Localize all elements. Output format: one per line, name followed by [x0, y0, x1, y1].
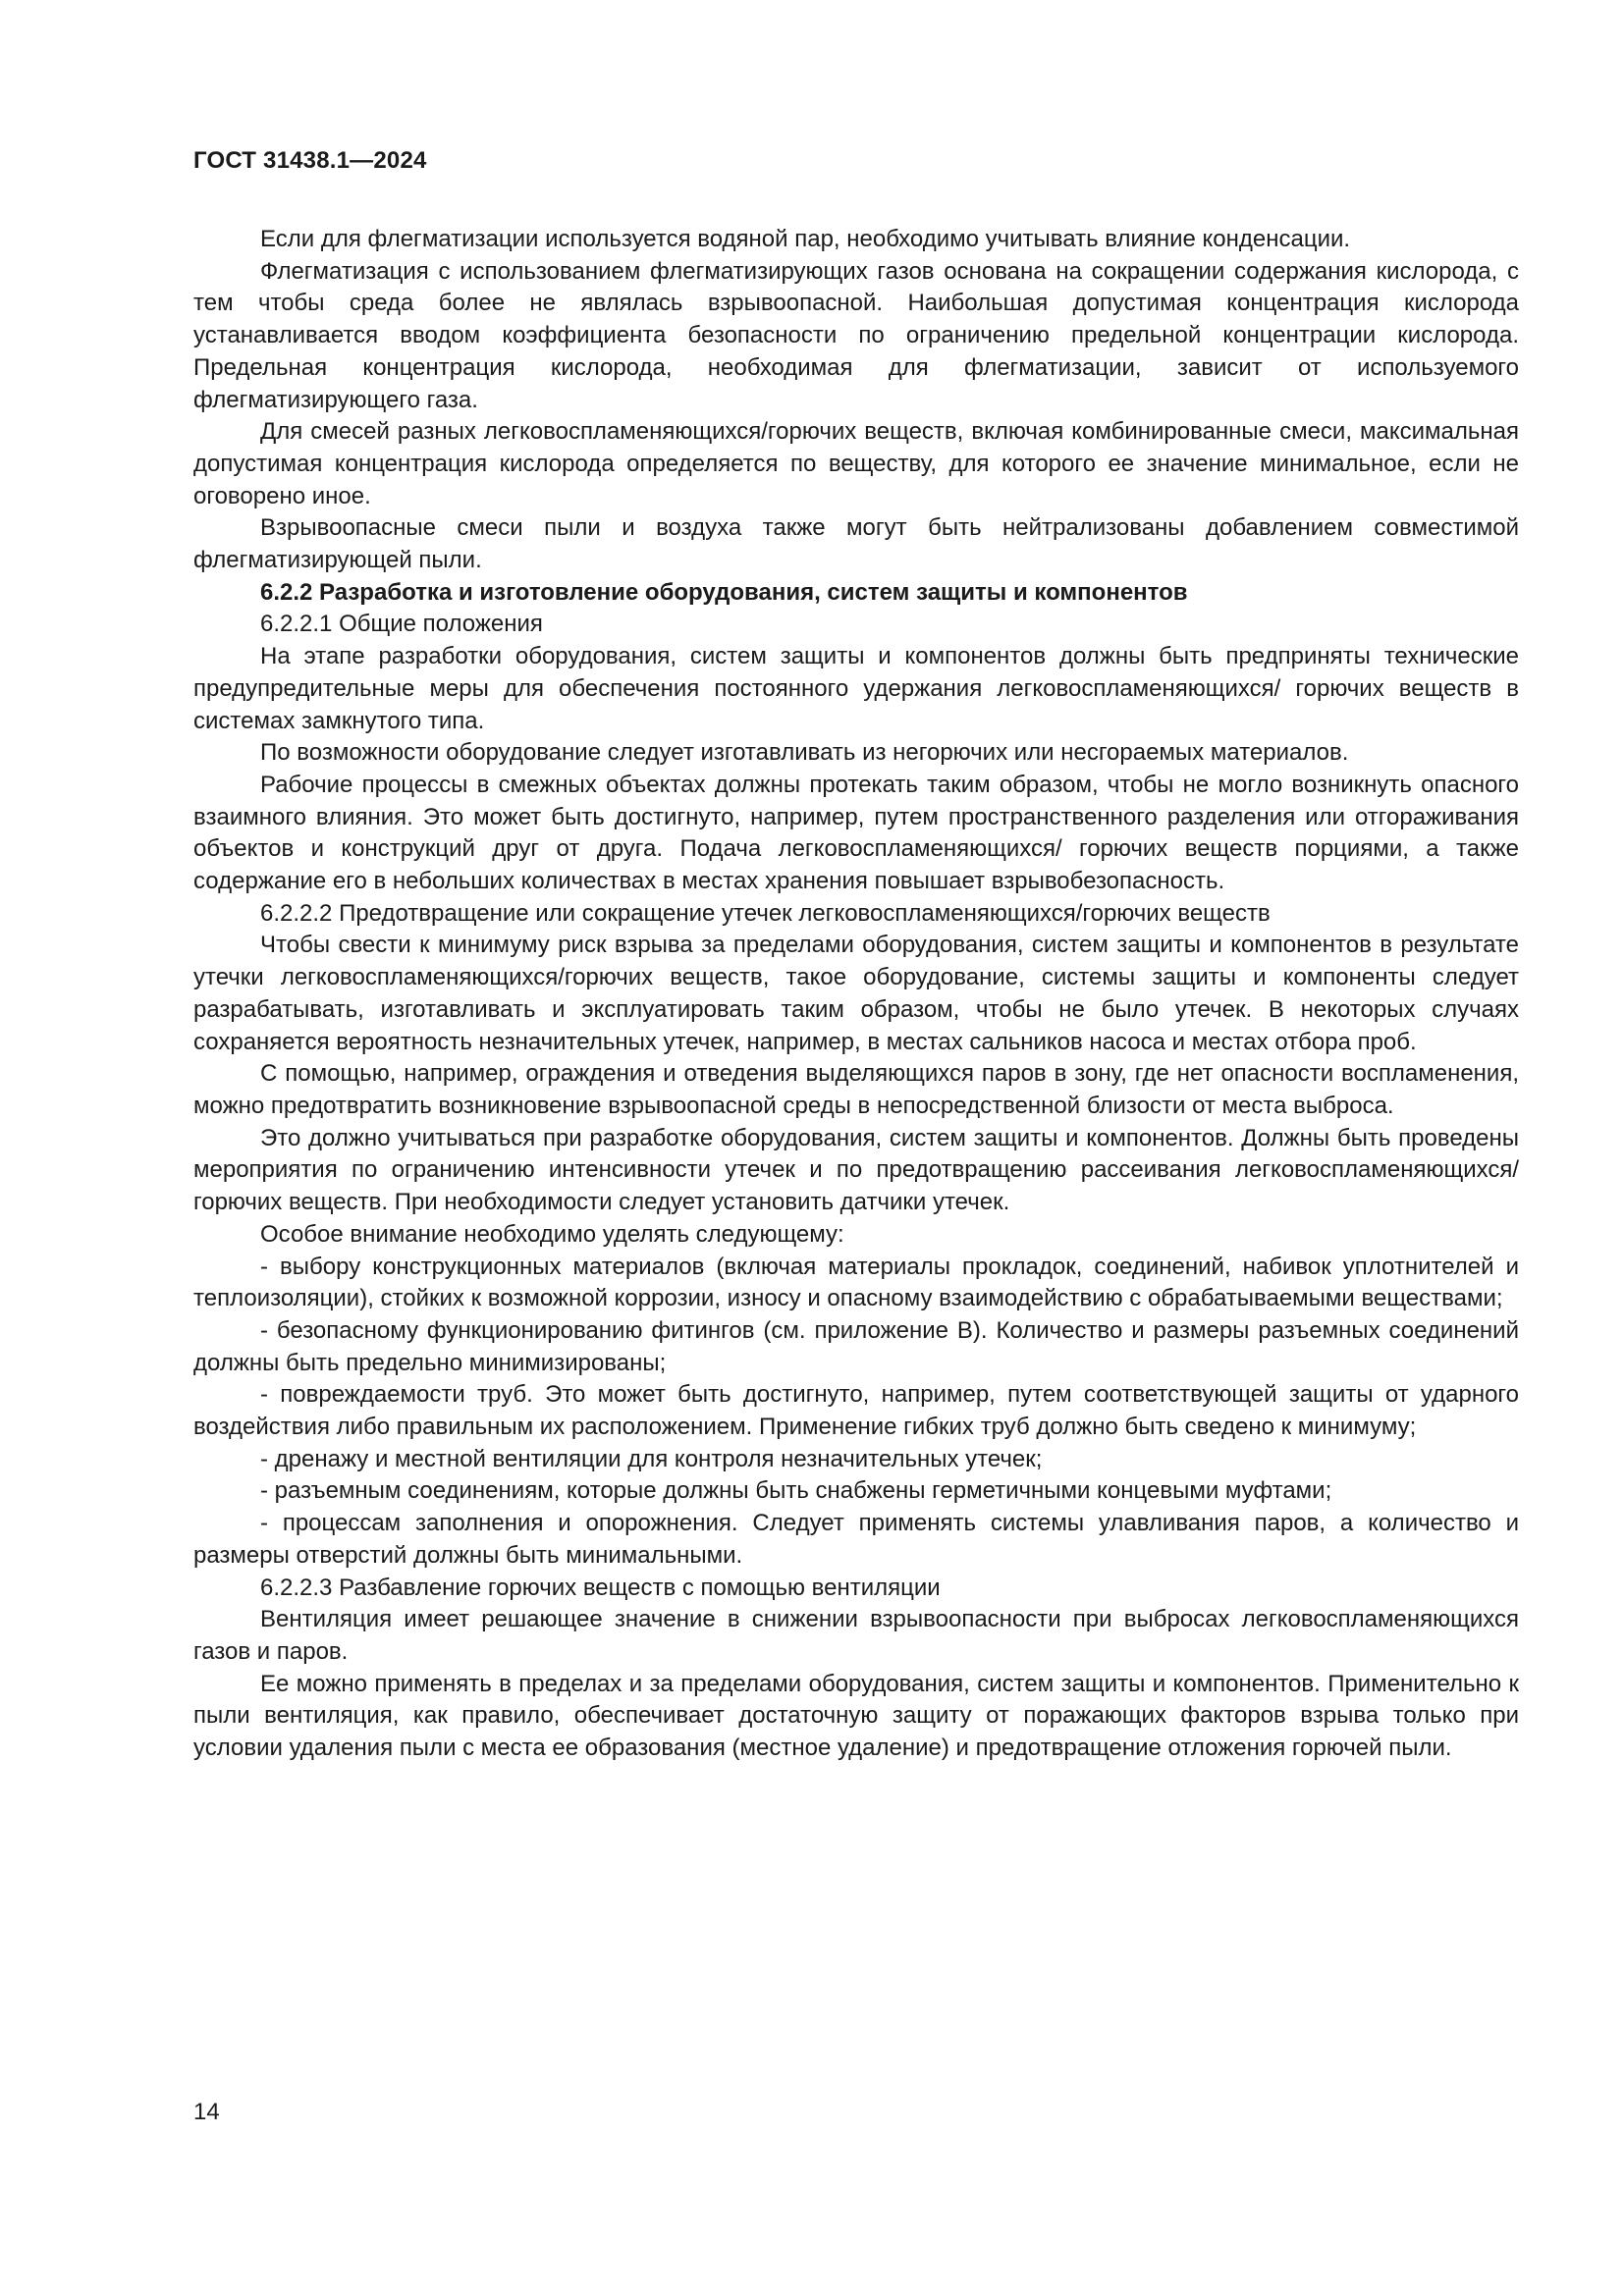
- list-item: - безопасному функционированию фитингов (см. приложение В). Количество и размеры разъемных соединений должны быть предельно минимизированы;: [193, 1316, 1519, 1376]
- subsection-heading: 6.2.2.2 Предотвращение или сокращение утечек легковоспламеняющихся/горючих веществ: [260, 899, 1271, 927]
- paragraph: Особое внимание необходимо уделять следующему:: [260, 1220, 844, 1248]
- paragraph: На этапе разработки оборудования, систем защиты и компонентов должны быть предприняты технические предупредительные меры для обеспечения постоянного удержания легковоспламеняющихся/ горючих веществ в системах замкнутого типа.: [193, 643, 1519, 734]
- page-number: 14: [193, 2099, 220, 2125]
- subsection-heading: 6.2.2.1 Общие положения: [260, 611, 543, 638]
- list-item: - разъемным соединениям, которые должны быть снабжены герметичными концевыми муфтами;: [260, 1477, 1332, 1505]
- paragraph: Рабочие процессы в смежных объектах должны протекать таким образом, чтобы не могло возникнуть опасного взаимного влияния. Это может быть достигнуто, например, путем пространственного разделения или отгораживания объектов и конструкций друг от друга. Подача легковоспламеняющихся/ горючих веществ порциями, а также содержание его в небольших количествах в местах хранения повышает взрывобезопасность.: [193, 771, 1519, 895]
- document-body: [193, 224, 1519, 1765]
- paragraph: Это должно учитываться при разработке оборудования, систем защиты и компонентов. Должны быть проведены мероприятия по ограничению интенсивности утечек и по предотвращению рассеивания легковоспламеняющихся/горючих веществ. При необходимости следует установить датчики утечек.: [193, 1124, 1519, 1216]
- paragraph: Если для флегматизации используется водяной пар, необходимо учитывать влияние конденсации.: [260, 226, 1351, 252]
- paragraph: Взрывоопасные смеси пыли и воздуха также могут быть нейтрализованы добавлением совместимой флегматизирующей пыли.: [193, 514, 1519, 574]
- list-item: - дренажу и местной вентиляции для контроля незначительных утечек;: [260, 1445, 1043, 1472]
- paragraph: Вентиляция имеет решающее значение в снижении взрывоопасности при выбросах легковоспламеняющихся газов и паров.: [193, 1606, 1519, 1665]
- paragraph: Чтобы свести к минимуму риск взрыва за пределами оборудования, систем защиты и компонентов в результате утечки легковоспламеняющихся/горючих веществ, такое оборудование, системы защиты и компоненты следует разрабатывать, изготавливать и эксплуатировать таким образом, чтобы не было утечек. В некоторых случаях сохраняется вероятность незначительных утечек, например, в местах сальников насоса и местах отбора проб.: [193, 932, 1519, 1055]
- paragraph: Для смесей разных легковоспламеняющихся/горючих веществ, включая комбинированные смеси, максимальная допустимая концентрация кислорода определяется по веществу, для которого ее значение минимальное, если не оговорено иное.: [193, 418, 1519, 509]
- paragraph: По возможности оборудование следует изготавливать из негорючих или несгораемых материалов.: [260, 739, 1349, 767]
- list-item: - выбору конструкционных материалов (включая материалы прокладок, соединений, набивок уплотнителей и теплоизоляции), стойких к возможной коррозии, износу и опасному взаимодействию с обрабатываемыми веществами;: [193, 1253, 1519, 1312]
- paragraph: С помощью, например, ограждения и отведения выделяющихся паров в зону, где нет опасности воспламенения, можно предотвратить возникновение взрывоопасной среды в непосредственной близости от места выброса.: [193, 1060, 1519, 1119]
- subsection-heading: 6.2.2.3 Разбавление горючих веществ с помощью вентиляции: [260, 1574, 941, 1601]
- paragraph: Флегматизация с использованием флегматизирующих газов основана на сокращении содержания кислорода, с тем чтобы среда более не являлась взрывоопасной. Наибольшая допустимая концентрация кислорода устанавливается вводом коэффициента безопасности по ограничению предельной концентрации кислорода. Предельная концентрация кислорода, необходимая для флегматизации, зависит от используемого флегматизирующего газа.: [193, 257, 1519, 413]
- section-heading: 6.2.2 Разработка и изготовление оборудования, систем защиты и компонентов: [260, 578, 1188, 606]
- list-item: - повреждаемости труб. Это может быть достигнуто, например, путем соответствующей защиты от ударного воздействия либо правильным их расположением. Применение гибких труб должно быть сведено к минимуму;: [193, 1381, 1519, 1441]
- list-item: - процессам заполнения и опорожнения. Следует применять системы улавливания паров, а количество и размеры отверстий должны быть минимальными.: [193, 1510, 1519, 1569]
- document-header: ГОСТ 31438.1—2024: [193, 147, 427, 174]
- paragraph: Ее можно применять в пределах и за пределами оборудования, систем защиты и компонентов. Применительно к пыли вентиляция, как правило, обеспечивает достаточную защиту от поражающих факторов взрыва только при условии удаления пыли с места ее образования (местное удаление) и предотвращение отложения горючей пыли.: [193, 1670, 1519, 1762]
